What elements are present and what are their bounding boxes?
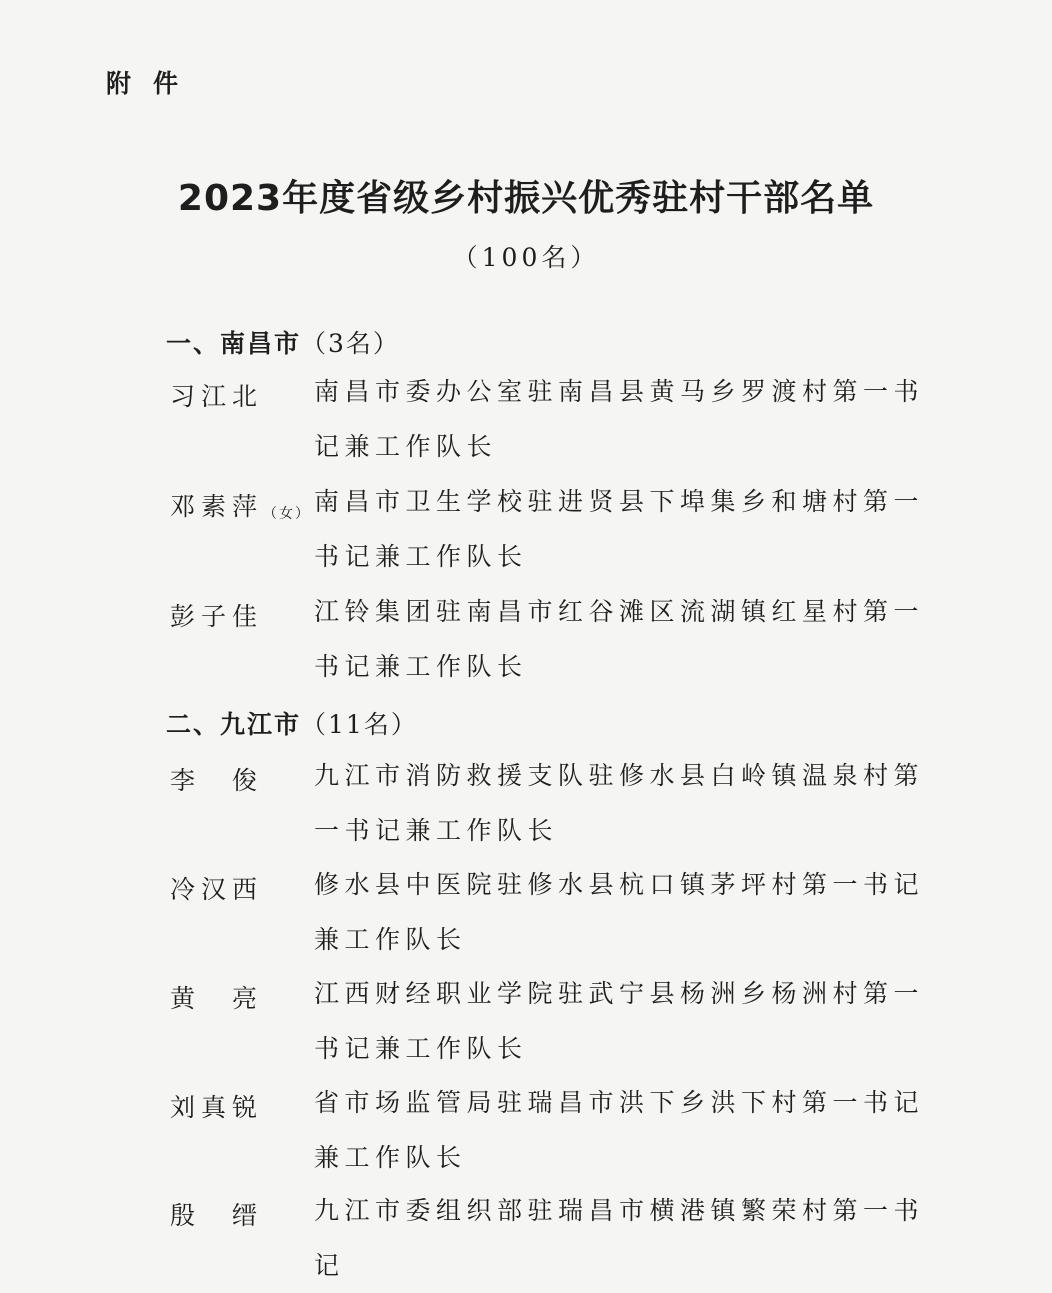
person-name: 李 俊 [170, 766, 264, 795]
person-name: 黄 亮 [170, 984, 264, 1013]
entry-role: 江西财经职业学院驻武宁县杨洲乡杨洲村第一书记兼工作队长 [314, 979, 925, 1063]
entry-name [170, 377, 263, 413]
entry-name [170, 979, 263, 1015]
entry-name [170, 1196, 263, 1232]
person-name: 殷 缙 [170, 1201, 264, 1230]
section-title: 一、南昌市 [166, 329, 302, 358]
entry-name [170, 870, 263, 906]
person-name: 邓素萍 [170, 492, 264, 521]
entry-role: 九江市委组织部驻瑞昌市横港镇繁荣村第一书记 [314, 1196, 925, 1280]
gender-note: （女） [263, 506, 312, 522]
section-heading-nanchang [166, 324, 400, 360]
entry-role: 南昌市委办公室驻南昌县黄马乡罗渡村第一书记兼工作队长 [314, 377, 925, 461]
section-heading-jiujiang [166, 705, 418, 741]
entry-role: 江铃集团驻南昌市红谷滩区流湖镇红星村第一书记兼工作队长 [314, 597, 925, 681]
entry-role: 省市场监管局驻瑞昌市洪下乡洪下村第一书记兼工作队长 [314, 1088, 925, 1172]
attachment-label: 附件 [106, 69, 201, 98]
entry-name [170, 597, 263, 633]
person-name: 冷汉西 [170, 875, 264, 904]
entry-role: 南昌市卫生学校驻进贤县下埠集乡和塘村第一书记兼工作队长 [314, 487, 925, 571]
person-name: 彭子佳 [170, 602, 264, 631]
document-subtitle: （100名） [452, 243, 600, 272]
section-count: （3名） [301, 329, 400, 358]
entry-name [170, 1088, 263, 1124]
section-title: 二、九江市 [166, 710, 302, 739]
section-count: （11名） [301, 710, 418, 739]
entry-name [170, 761, 263, 797]
document-title: 2023年度省级乡村振兴优秀驻村干部名单 [177, 178, 875, 219]
person-name: 习江北 [170, 382, 264, 411]
entry-name [170, 487, 311, 523]
entry-role: 修水县中医院驻修水县杭口镇茅坪村第一书记兼工作队长 [314, 870, 925, 954]
entry-role: 九江市消防救援支队驻修水县白岭镇温泉村第一书记兼工作队长 [314, 761, 925, 845]
person-name: 刘真锐 [170, 1093, 264, 1122]
